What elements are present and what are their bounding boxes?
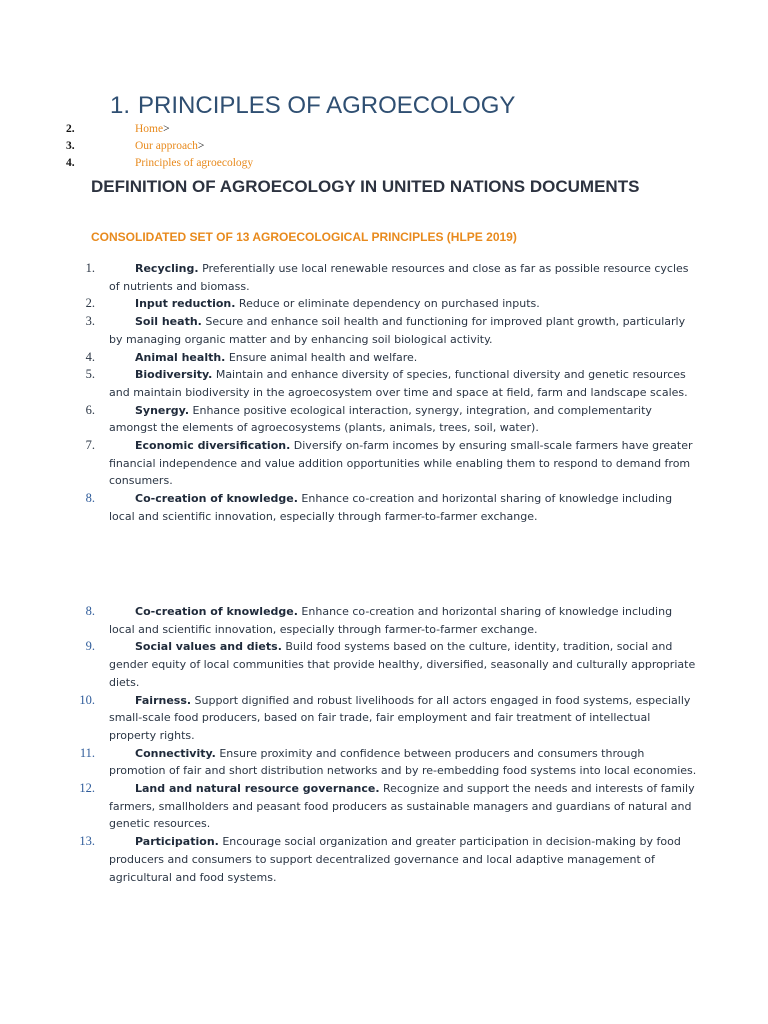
breadcrumb-link-our-approach[interactable] <box>135 140 204 152</box>
principle-name: Animal health. <box>135 350 226 364</box>
list-item-number: 3. <box>85 314 95 329</box>
list-item <box>0 349 700 367</box>
principle-name: Co-creation of knowledge. <box>135 492 298 506</box>
list-item <box>0 437 700 490</box>
page-title <box>110 92 515 120</box>
principle-name: Participation. <box>135 835 219 849</box>
list-item <box>0 402 700 437</box>
page-title-number: 1. <box>110 92 131 119</box>
principle-name: Co-creation of knowledge. <box>135 605 298 618</box>
list-item-number: 12. <box>79 781 95 796</box>
principle-name: Economic diversification. <box>135 439 291 453</box>
breadcrumb-item-home <box>66 123 566 140</box>
breadcrumb-number: 3. <box>66 140 75 152</box>
breadcrumb-separator: > <box>197 140 205 152</box>
breadcrumb-link-label[interactable]: Home <box>135 123 164 135</box>
list-item-number: 5. <box>85 367 95 382</box>
principles-list-part2 <box>0 603 700 886</box>
principle-description: Support dignified and robust livelihoods for all actors engaged in food systems, especially small-scale food producers, based on fair trade, fair employment and fair treatment of intellectual property rights. <box>109 693 691 742</box>
breadcrumb-link-label[interactable]: Principles of agroecology <box>135 157 254 169</box>
principle-description: Reduce or eliminate dependency on purchased inputs. <box>235 297 540 311</box>
principle-name: Social values and diets. <box>135 640 282 654</box>
section-heading: DEFINITION OF AGROECOLOGY IN UNITED NATIONS DOCUMENTS <box>91 177 640 196</box>
breadcrumb-link-home[interactable] <box>135 123 170 135</box>
list-item <box>0 833 700 886</box>
principle-name: Land and natural resource governance. <box>135 782 380 796</box>
list-item <box>0 490 700 525</box>
list-item <box>0 260 700 295</box>
principle-description: Diversify on-farm incomes by ensuring small-scale farmers have greater financial independence and value addition opportunities while enabling them to respond to demand from consumers. <box>109 439 693 488</box>
list-item-number: 1. <box>85 261 95 275</box>
list-item <box>0 603 700 638</box>
principle-name: Soil heath. <box>135 315 202 329</box>
principle-description: Secure and enhance soil health and functioning for improved plant growth, particularly by managing organic matter and by enhancing soil biological activity. <box>109 315 686 346</box>
list-item-number: 8. <box>85 491 95 506</box>
breadcrumb-separator: > <box>163 123 170 135</box>
principle-name: Synergy. <box>135 403 190 417</box>
principle-description: Preferentially use local renewable resources and close as far as possible resource cycles of nutrients and biomass. <box>109 262 689 293</box>
list-item <box>0 366 700 401</box>
breadcrumb-item-our-approach <box>66 140 566 157</box>
principle-description: Build food systems based on the culture, identity, tradition, social and gender equity of local communities that provide healthy, diversified, seasonally and culturally appropriate diets. <box>109 640 696 689</box>
section-subheading: CONSOLIDATED SET OF 13 AGROECOLOGICAL PRINCIPLES (HLPE 2019) <box>91 230 517 244</box>
principle-description: Enhance positive ecological interaction, synergy, integration, and complementarity amongst the elements of agroecosystems (plants, animals, trees, soil, water). <box>109 403 652 435</box>
list-item <box>0 692 700 745</box>
breadcrumb-number: 2. <box>66 123 75 135</box>
list-item-number: 6. <box>85 402 95 417</box>
list-item <box>0 638 700 691</box>
breadcrumb-item-principles <box>66 157 566 174</box>
list-item-number: 11. <box>79 745 95 760</box>
list-item-number: 7. <box>85 438 95 453</box>
principle-description: Enhance co-creation and horizontal sharing of knowledge including local and scientific innovation, especially through farmer-to-farmer exchange. <box>109 605 673 636</box>
principle-name: Connectivity. <box>135 746 216 760</box>
list-item-number: 10. <box>79 692 95 707</box>
list-item-number: 4. <box>85 349 95 364</box>
list-item <box>0 295 700 313</box>
list-item-number: 8. <box>85 604 95 618</box>
principle-name: Input reduction. <box>135 297 236 311</box>
breadcrumb-link-label[interactable]: Our approach <box>135 140 198 152</box>
principle-name: Recycling. <box>135 262 199 275</box>
principle-description: Encourage social organization and greater participation in decision-making by food producers and consumers to support decentralized governance and local adaptive management of agricultural and food systems. <box>109 835 681 884</box>
page-title-text: PRINCIPLES OF AGROECOLOGY <box>138 92 516 119</box>
principle-description: Ensure animal health and welfare. <box>225 350 418 364</box>
list-item-number: 9. <box>85 639 95 654</box>
principle-description: Enhance co-creation and horizontal sharing of knowledge including local and scientific innovation, especially through farmer-to-farmer exchange. <box>109 492 673 523</box>
principle-name: Fairness. <box>135 693 192 707</box>
breadcrumb <box>66 123 566 174</box>
list-item-number: 2. <box>85 296 95 311</box>
breadcrumb-number: 4. <box>66 157 75 169</box>
principle-description: Maintain and enhance diversity of species, functional diversity and genetic resources and maintain biodiversity in the agroecosystem over time and space at field, farm and landscape scales. <box>109 368 688 399</box>
principle-description: Recognize and support the needs and interests of family farmers, smallholders and peasant food producers as sustainable managers and guardians of natural and genetic resources. <box>109 782 695 831</box>
list-item <box>0 745 700 780</box>
principle-description: Ensure proximity and confidence between producers and consumers through promotion of fair and short distribution networks and by re-embedding food systems into local economies. <box>109 746 697 778</box>
list-item-number: 13. <box>79 834 95 849</box>
principles-list-part1 <box>0 260 700 526</box>
list-item <box>0 313 700 348</box>
breadcrumb-link-principles[interactable] <box>135 157 253 169</box>
principle-name: Biodiversity. <box>135 368 213 382</box>
list-item <box>0 780 700 833</box>
